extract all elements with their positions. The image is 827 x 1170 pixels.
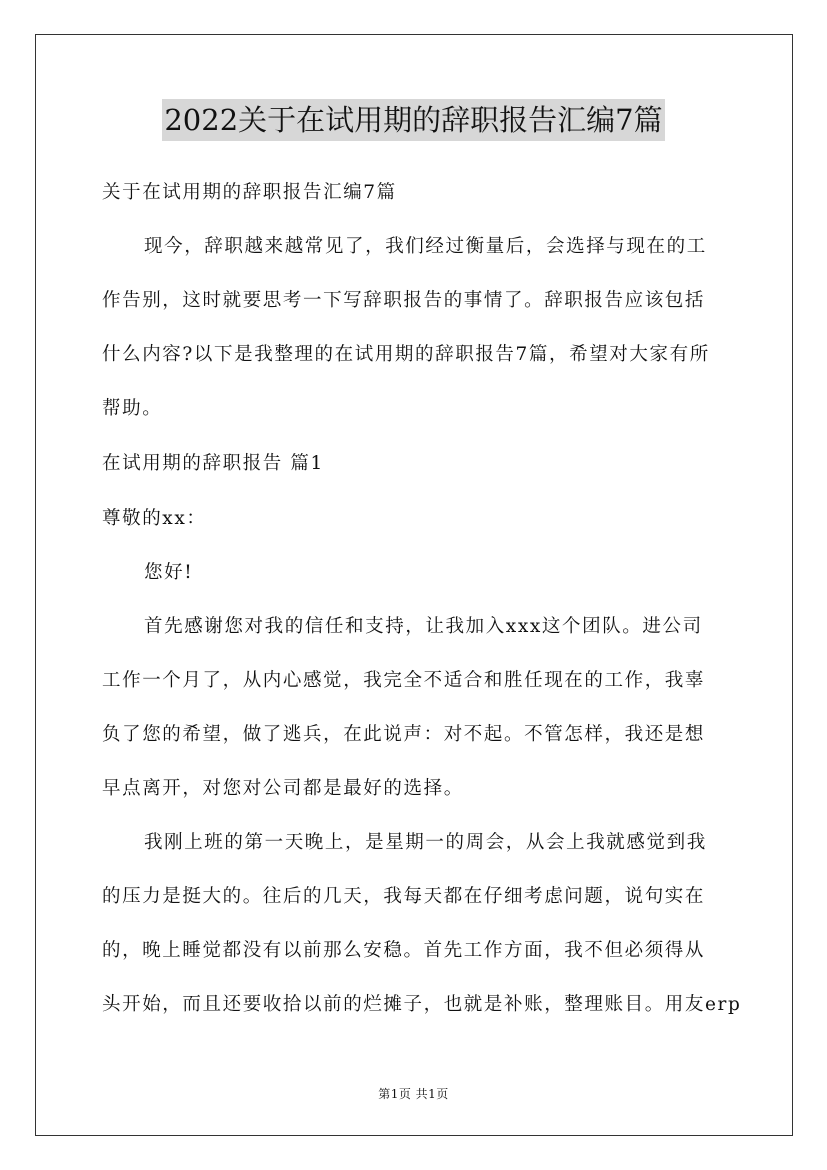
paragraph-line: 工作一个月了，从内心感觉，我完全不适合和胜任现在的工作，我辜	[102, 670, 706, 691]
paragraph-line: 现今，辞职越来越常见了，我们经过衡量后，会选择与现在的工	[144, 236, 707, 257]
greeting: 您好!	[144, 562, 194, 583]
subtitle-line: 关于在试用期的辞职报告汇编7篇	[102, 182, 397, 203]
document-title: 2022关于在试用期的辞职报告汇编7篇	[162, 99, 664, 141]
section-heading: 在试用期的辞职报告 篇1	[102, 453, 324, 474]
salutation: 尊敬的xx：	[102, 508, 207, 529]
paragraph-line: 的，晚上睡觉都没有以前那么安稳。首先工作方面，我不但必须得从	[102, 940, 706, 961]
paragraph-line: 我刚上班的第一天晚上，是星期一的周会，从会上我就感觉到我	[144, 832, 707, 853]
title-container	[0, 99, 827, 141]
paragraph-line: 作告别，这时就要思考一下写辞职报告的事情了。辞职报告应该包括	[102, 290, 706, 311]
paragraph-line: 头开始，而且还要收拾以前的烂摊子，也就是补账，整理账目。用友erp	[102, 994, 742, 1015]
paragraph-line: 早点离开，对您对公司都是最好的选择。	[102, 778, 464, 799]
paragraph-line: 什么内容?以下是我整理的在试用期的辞职报告7篇，希望对大家有所	[102, 344, 710, 365]
paragraph-line: 的压力是挺大的。往后的几天，我每天都在仔细考虑问题，说句实在	[102, 886, 706, 907]
paragraph-line: 首先感谢您对我的信任和支持，让我加入xxx这个团队。进公司	[144, 616, 703, 637]
paragraph-line: 帮助。	[102, 398, 163, 419]
page-footer: 第1页 共1页	[378, 1087, 449, 1101]
paragraph-line: 负了您的希望，做了逃兵，在此说声：对不起。不管怎样，我还是想	[102, 724, 706, 745]
